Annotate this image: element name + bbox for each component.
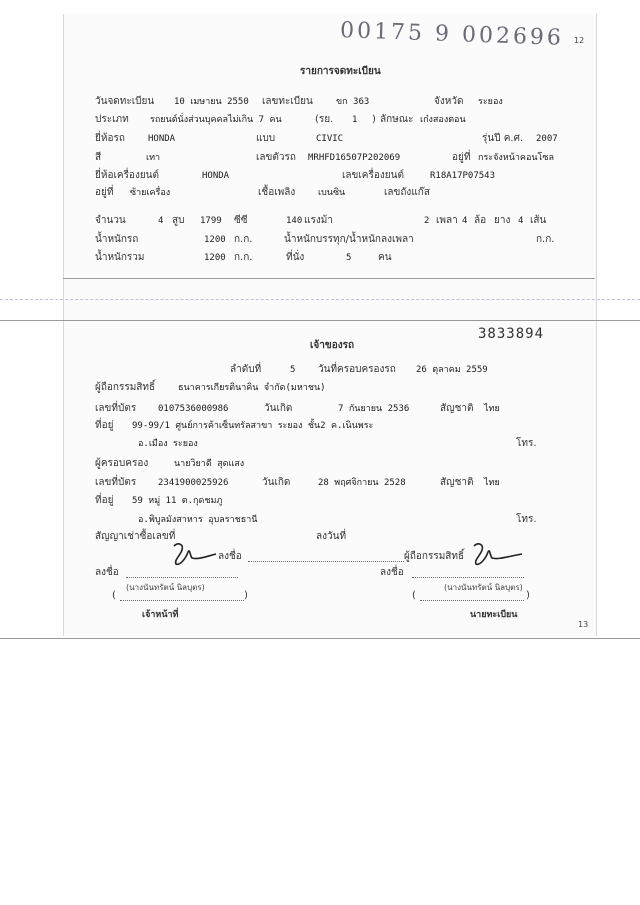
registrar-sign-line [412,577,524,578]
engine-brand-value: HONDA [202,171,230,181]
seq-value: 5 [290,365,296,375]
reg-date-label: วันจดทะเบียน [95,96,155,107]
officer-paren-close: ) [244,590,248,601]
engine-loc-label: อยู่ที่ [95,187,114,198]
engine-no-value: R18A17P07543 [430,171,496,181]
page-bottom-rule [0,638,640,639]
engine-loc-value: ซ้ายเครื่อง [130,188,171,198]
horsepower-unit: แรงม้า [304,215,333,226]
possess-date-label: วันที่ครอบครองรถ [318,364,396,375]
possessor-tel-label: โทร. [516,514,537,525]
engine-brand-label: ยี่ห้อเครื่องยนต์ [95,170,160,181]
seats-value: 5 [346,253,352,263]
page-number-bottom: 13 [578,620,589,629]
officer-name: (นางนันทรัตน์ นิลบุตร) [126,583,205,592]
style-label: ลักษณะ [380,114,414,125]
ror-value: 1 [352,115,358,125]
count-label: จำนวน [95,215,126,226]
possessor-nat-label: สัญชาติ [440,477,474,488]
registrar-paren-close: ) [526,590,530,601]
possessor-dob-label: วันเกิด [262,477,291,488]
lease-label: สัญญาเช่าซื้อเลขที่ [95,531,176,542]
wheels-value: 4 [462,216,468,226]
year-label: รุ่นปี ค.ศ. [482,133,524,144]
officer-paren-line [120,600,244,601]
possess-date-value: 26 ตุลาคม 2559 [416,365,488,375]
possessor-id-label: เลขที่บัตร [95,477,137,488]
owner-id-label: เลขที่บัตร [95,403,137,414]
province-label: จังหวัด [434,96,464,107]
lease-date-label: ลงวันที่ [316,531,347,542]
possessor-addr2-value: อ.พิบูลมังสาหาร อุบลราชธานี [138,515,258,525]
brand-label: ยี่ห้อรถ [95,133,125,144]
registrar-title: นายทะเบียน [470,610,518,620]
section-divider-top [63,278,595,279]
wheels-unit: ล้อ [474,215,487,226]
owner-dob-label: วันเกิด [264,403,293,414]
owner-dob-value: 7 กันยายน 2536 [338,404,410,414]
load-label: น้ำหนักบรรทุก/น้ำหนักลงเพลา [284,234,414,245]
page-number-top: 12 [574,36,585,45]
registrar-paren-line [420,600,524,601]
section-title-owner: เจ้าของรถ [310,340,355,351]
cylinders-unit: สูบ [172,215,185,226]
style-value: เก๋งสองตอน [420,115,466,125]
handwritten-number: 00175 9 002696 [339,18,565,51]
gross-label: น้ำหนักรวม [95,252,145,263]
color-label: สี [95,152,102,163]
chassis-label: เลขตัวรถ [256,152,296,163]
registrar-name: (นางนันทรัตน์ นิลบุตร) [444,583,523,592]
tyres-value: 4 [518,216,524,226]
possessor-dob-value: 28 พฤศจิกายน 2528 [318,478,406,488]
registrar-paren-open: ( [412,590,416,601]
cc-value: 1799 [200,216,222,226]
reg-no-value: ขก 363 [336,97,370,107]
axles-unit: เพลา [436,215,458,226]
owner-sign-label: ผู้ถือกรรมสิทธิ์ [404,551,465,562]
type-label: ประเภท [95,114,129,125]
officer-title: เจ้าหน้าที่ [142,610,179,620]
tyres-unit: เส้น [530,215,547,226]
gross-value: 1200 [204,253,226,263]
owner-signature-right [468,540,524,568]
reg-date-value: 10 เมษายน 2550 [174,97,249,107]
cylinders-value: 4 [158,216,164,226]
sign-line [248,561,404,562]
officer-paren-open: ( [112,590,116,601]
color-value: เทา [146,153,161,163]
ror-close: ) [372,114,376,125]
owner-signature-left [168,540,218,568]
seats-unit: คน [378,252,392,263]
tyres-label: ยาง [494,215,511,226]
weight-unit: ก.ก. [234,234,253,245]
weight-label: น้ำหนักรถ [95,234,139,245]
section-divider-dashed [0,299,640,300]
model-value: CIVIC [316,134,344,144]
model-label: แบบ [256,133,276,144]
owner-addr-label: ที่อยู่ [95,420,114,431]
possessor-nat-value: ไทย [484,478,500,488]
fuel-label: เชื้อเพลิง [258,187,296,198]
sign-label: ลงชื่อ [218,551,242,562]
possessor-label: ผู้ครอบครอง [95,458,149,469]
owner-tel-label: โทร. [516,438,537,449]
owner-addr2-value: อ.เมือง ระยอง [138,439,198,449]
owner-value: ธนาคารเกียรตินาคิน จำกัด(มหาชน) [178,383,326,393]
owner-label: ผู้ถือกรรมสิทธิ์ [95,382,156,393]
possessor-addr-value: 59 หมู่ 11 ต.กุดชมภู [132,496,223,506]
year-value: 2007 [536,134,558,144]
gross-unit: ก.ก. [234,252,253,263]
section-divider-bottom [0,320,640,321]
owner-nat-value: ไทย [484,404,500,414]
officer-sign-label: ลงชื่อ [95,567,119,578]
ror-label: (รย. [315,114,334,125]
engine-no-label: เลขเครื่องยนต์ [342,170,404,181]
brand-value: HONDA [148,134,176,144]
chassis-loc-value: กระจังหน้าคอนโซล [478,153,554,163]
owner-id-value: 0107536000986 [158,404,229,414]
officer-sign-line [126,577,238,578]
registrar-sign-label: ลงชื่อ [380,567,404,578]
possessor-addr-label: ที่อยู่ [95,495,114,506]
type-value: รถยนต์นั่งส่วนบุคคลไม่เกิน 7 คน [150,115,282,125]
possessor-value: นายวิยาดี สุดแสง [174,459,245,469]
section-title-registration: รายการจดทะเบียน [300,66,381,77]
chassis-loc-label: อยู่ที่ [452,152,471,163]
seats-label: ที่นั่ง [286,252,305,263]
chassis-value: MRHFD16507P202069 [308,153,401,163]
owner-addr-value: 99-99/1 ศูนย์การค้าเซ็นทรัลสาขา ระยอง ชั้น2 ค.เนินพระ [132,421,374,431]
province-value: ระยอง [478,97,503,107]
tank-label: เลขถังแก๊ส [384,187,430,198]
cc-unit: ซีซี [234,215,248,226]
load-unit: ก.ก. [536,234,555,245]
axles-value: 2 [424,216,430,226]
fuel-value: เบนซิน [318,188,346,198]
stamp-number: 3833894 [478,326,545,342]
seq-label: ลำดับที่ [230,364,262,375]
weight-value: 1200 [204,235,226,245]
possessor-id-value: 2341900025926 [158,478,229,488]
horsepower-value: 140 [286,216,303,226]
owner-nat-label: สัญชาติ [440,403,474,414]
reg-no-label: เลขทะเบียน [262,96,313,107]
